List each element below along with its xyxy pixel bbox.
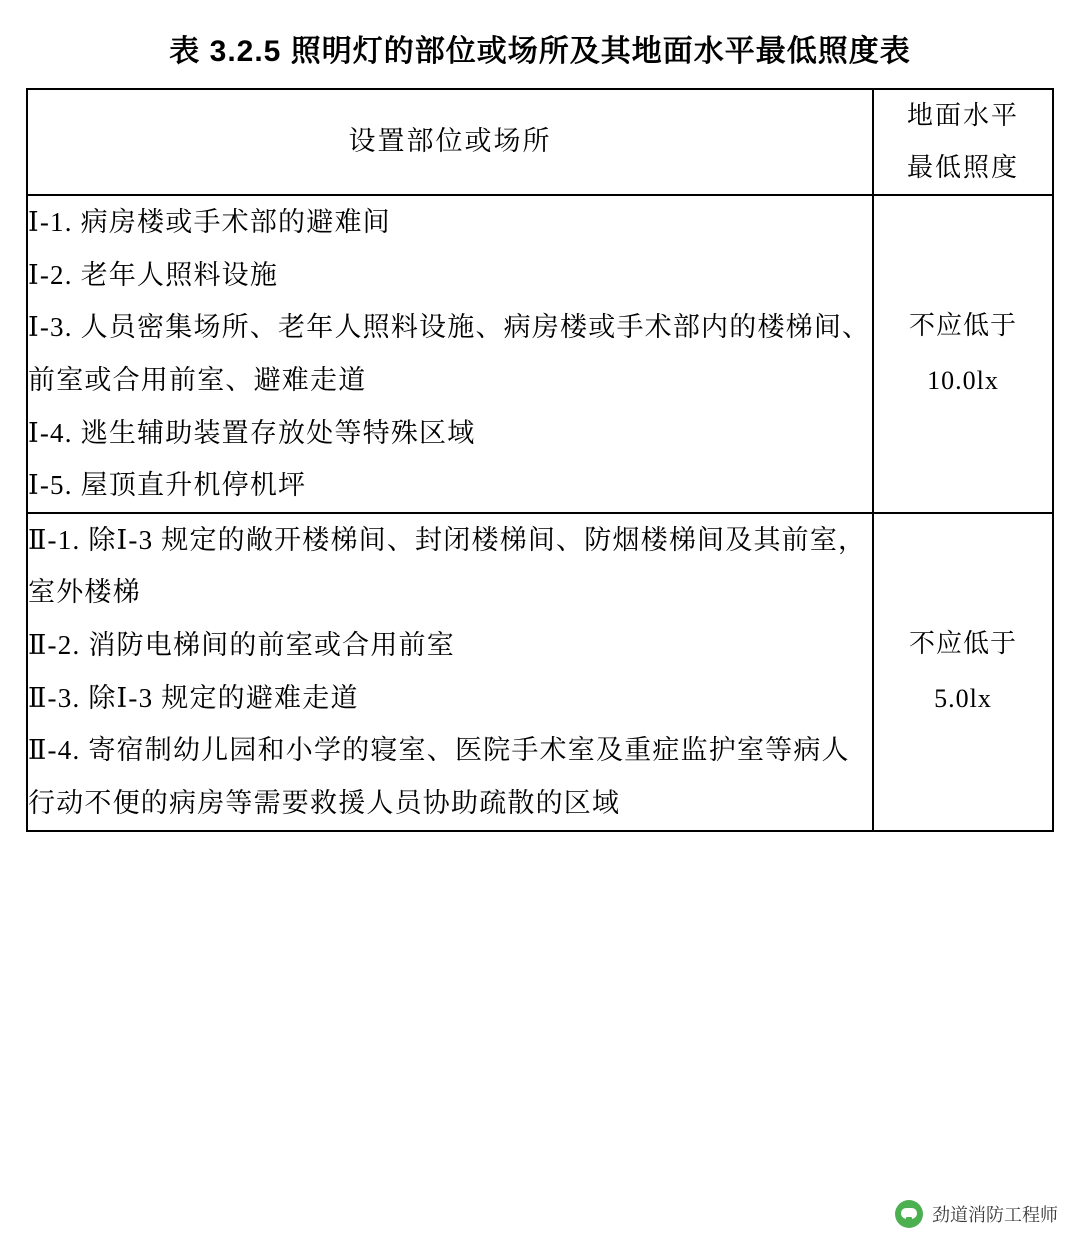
lux-value: 10.0lx [927,365,999,395]
column-header-place: 设置部位或场所 [27,89,873,195]
table-header-row [27,89,1053,195]
lux-value-group-2 [873,513,1053,831]
list-item: Ⅱ-3. 除Ⅰ-3 规定的避难走道 [28,682,359,713]
column-header-lux-line2: 最低照度 [906,153,1019,182]
wechat-official-account-icon [895,1200,923,1228]
table-row [27,195,1053,513]
list-item: Ⅰ-5. 屋顶直升机停机坪 [28,470,307,501]
list-item: Ⅱ-2. 消防电梯间的前室或合用前室 [28,630,455,661]
list-item: Ⅱ-1. 除Ⅰ-3 规定的敞开楼梯间、封闭楼梯间、防烟楼梯间及其前室，室外楼梯 [28,524,867,608]
list-item: Ⅰ-2. 老年人照料设施 [28,259,279,290]
page-title: 表 3.2.5 照明灯的部位或场所及其地面水平最低照度表 [169,35,911,68]
column-header-lux [873,89,1053,195]
list-item: Ⅰ-4. 逃生辅助装置存放处等特殊区域 [28,417,476,448]
list-item: Ⅰ-1. 病房楼或手术部的避难间 [28,207,391,237]
table-row [27,513,1053,831]
lux-value: 5.0lx [934,683,992,713]
column-header-lux-line1: 地面水平 [906,101,1019,130]
watermark [895,1200,1058,1228]
watermark-label: 劲道消防工程师 [932,1205,1058,1225]
illumination-table [26,88,1054,832]
lux-value-group-1 [873,195,1053,513]
list-item: Ⅰ-3. 人员密集场所、老年人照料设施、病房楼或手术部内的楼梯间、前室或合用前室、避难走道 [28,312,871,395]
list-item: Ⅱ-4. 寄宿制幼儿园和小学的寝室、医院手术室及重症监护室等病人行动不便的病房等需要救援人员协助疏散的区域 [28,735,850,819]
places-group-2 [27,513,873,831]
places-group-1 [27,195,873,513]
lux-prefix: 不应低于 [908,629,1017,659]
lux-prefix: 不应低于 [908,311,1017,341]
